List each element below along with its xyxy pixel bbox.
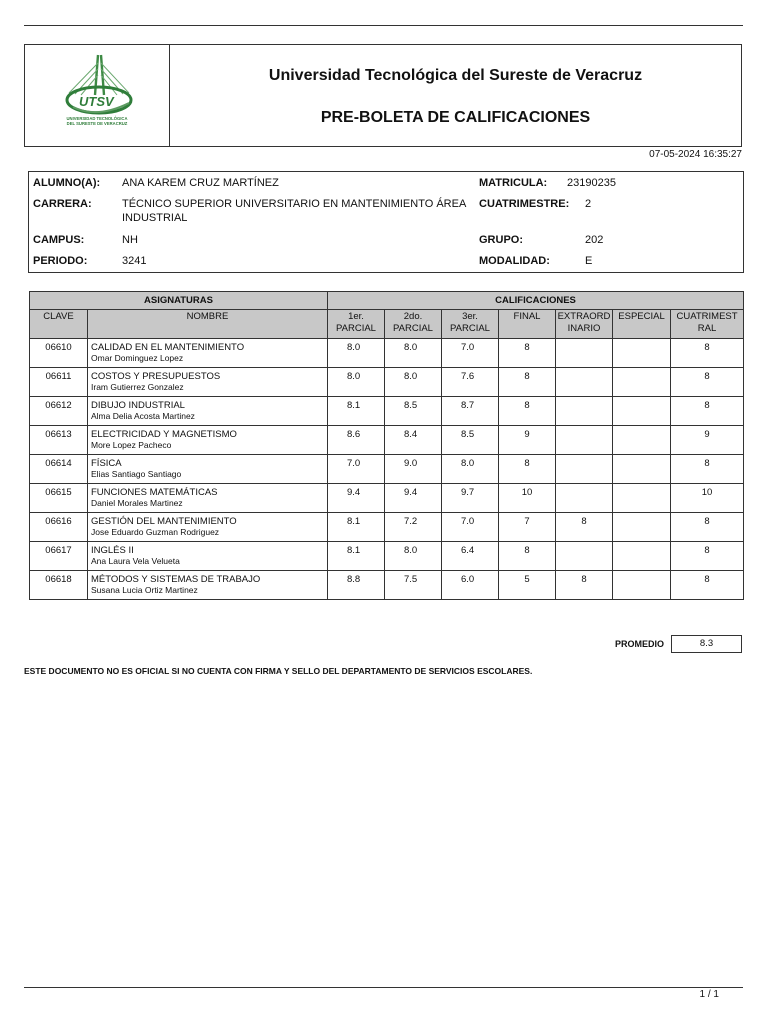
grades-table — [29, 291, 744, 600]
subject-name: GESTIÓN DEL MANTENIMIENTO — [91, 516, 237, 527]
campus-label: CAMPUS: — [33, 234, 85, 246]
promedio-label: PROMEDIO — [615, 639, 665, 649]
carrera-value-line1: TÉCNICO SUPERIOR UNIVERSITARIO EN MANTENIMIENTO ÁREA — [122, 198, 467, 210]
cell-parcial-1: 8.1 — [328, 513, 385, 542]
teacher-name: Elias Santiago Santiago — [91, 469, 182, 479]
cell-especial — [613, 513, 671, 542]
cell-extraordinario: 8 — [556, 571, 613, 600]
cell-final: 9 — [499, 426, 556, 455]
cell-final: 7 — [499, 513, 556, 542]
cell-nombre — [88, 455, 328, 484]
table-row — [30, 542, 744, 571]
cell-parcial-3: 6.4 — [442, 542, 499, 571]
col-cuatrimestral: CUATRIMEST RAL — [671, 310, 744, 339]
col-extraordinario: EXTRAORD INARIO — [556, 310, 613, 339]
cell-parcial-1: 9.4 — [328, 484, 385, 513]
matricula-label: MATRICULA: — [479, 177, 548, 189]
cell-parcial-3: 8.0 — [442, 455, 499, 484]
cell-especial — [613, 368, 671, 397]
teacher-name: Iram Gutierrez Gonzalez — [91, 382, 184, 392]
university-logo — [25, 45, 169, 146]
cell-nombre — [88, 571, 328, 600]
modalidad-value: E — [585, 255, 593, 267]
cell-parcial-2: 8.0 — [385, 339, 442, 368]
cell-clave: 06615 — [30, 484, 88, 513]
cell-parcial-2: 8.0 — [385, 542, 442, 571]
teacher-name: Daniel Morales Martinez — [91, 498, 183, 508]
cell-clave: 06617 — [30, 542, 88, 571]
asignaturas-header: ASIGNATURAS — [30, 292, 328, 310]
cell-clave: 06610 — [30, 339, 88, 368]
cell-cuatrimestral: 10 — [671, 484, 744, 513]
cell-parcial-1: 8.1 — [328, 542, 385, 571]
cell-especial — [613, 339, 671, 368]
periodo-value: 3241 — [122, 255, 147, 267]
cell-cuatrimestral: 8 — [671, 339, 744, 368]
cuatrimestre-value: 2 — [585, 198, 592, 210]
cell-parcial-1: 8.0 — [328, 339, 385, 368]
cell-cuatrimestral: 8 — [671, 542, 744, 571]
cell-parcial-2: 7.2 — [385, 513, 442, 542]
col-parcial-2: 2do. PARCIAL — [385, 310, 442, 339]
subject-name: DIBUJO INDUSTRIAL — [91, 400, 185, 411]
cell-final: 10 — [499, 484, 556, 513]
print-datetime: 07-05-2024 16:35:27 — [649, 149, 742, 160]
cell-parcial-3: 9.7 — [442, 484, 499, 513]
table-row — [30, 339, 744, 368]
cell-final: 5 — [499, 571, 556, 600]
top-rule — [24, 25, 743, 26]
cell-parcial-1: 8.1 — [328, 397, 385, 426]
cell-nombre — [88, 339, 328, 368]
cell-cuatrimestral: 8 — [671, 571, 744, 600]
periodo-label: PERIODO: — [33, 255, 88, 267]
cell-parcial-3: 6.0 — [442, 571, 499, 600]
subject-name: FUNCIONES MATEMÁTICAS — [91, 487, 218, 498]
cell-nombre — [88, 513, 328, 542]
teacher-name: Omar Dominguez Lopez — [91, 353, 184, 363]
cell-final: 8 — [499, 542, 556, 571]
cell-clave: 06612 — [30, 397, 88, 426]
promedio-value: 8.3 — [671, 635, 742, 653]
cell-especial — [613, 426, 671, 455]
col-nombre: NOMBRE — [88, 310, 328, 339]
cell-final: 8 — [499, 368, 556, 397]
table-group-header — [30, 292, 744, 310]
cell-especial — [613, 571, 671, 600]
cell-clave: 06618 — [30, 571, 88, 600]
cell-parcial-2: 9.4 — [385, 484, 442, 513]
cell-extraordinario: 8 — [556, 513, 613, 542]
cell-extraordinario — [556, 426, 613, 455]
cell-parcial-2: 7.5 — [385, 571, 442, 600]
logo-cell — [25, 45, 170, 146]
col-especial: ESPECIAL — [613, 310, 671, 339]
cell-nombre — [88, 542, 328, 571]
cell-especial — [613, 484, 671, 513]
cell-cuatrimestral: 8 — [671, 368, 744, 397]
cell-nombre — [88, 484, 328, 513]
cell-clave: 06614 — [30, 455, 88, 484]
cell-parcial-3: 7.6 — [442, 368, 499, 397]
alumno-value: ANA KAREM CRUZ MARTÍNEZ — [122, 177, 279, 189]
cell-final: 8 — [499, 339, 556, 368]
cell-especial — [613, 542, 671, 571]
cell-extraordinario — [556, 368, 613, 397]
cell-clave: 06611 — [30, 368, 88, 397]
carrera-value-line2: INDUSTRIAL — [122, 212, 188, 224]
calificaciones-header: CALIFICACIONES — [328, 292, 744, 310]
campus-value: NH — [122, 234, 138, 246]
logo-wordmark: UTSV — [79, 94, 114, 109]
table-row — [30, 397, 744, 426]
cell-parcial-2: 8.0 — [385, 368, 442, 397]
teacher-name: Ana Laura Vela Velueta — [91, 556, 180, 566]
teacher-name: More Lopez Pacheco — [91, 440, 172, 450]
subject-name: CALIDAD EN EL MANTENIMIENTO — [91, 342, 245, 353]
table-row — [30, 426, 744, 455]
subject-name: ELECTRICIDAD Y MAGNETISMO — [91, 429, 237, 440]
cell-parcial-1: 8.8 — [328, 571, 385, 600]
cell-final: 8 — [499, 397, 556, 426]
cell-parcial-3: 7.0 — [442, 339, 499, 368]
cell-parcial-1: 7.0 — [328, 455, 385, 484]
cell-extraordinario — [556, 397, 613, 426]
cell-cuatrimestral: 8 — [671, 513, 744, 542]
table-row — [30, 571, 744, 600]
cuatrimestre-label: CUATRIMESTRE: — [479, 198, 570, 210]
cell-parcial-2: 8.5 — [385, 397, 442, 426]
cell-parcial-3: 7.0 — [442, 513, 499, 542]
subject-name: COSTOS Y PRESUPUESTOS — [91, 371, 221, 382]
grupo-value: 202 — [585, 234, 604, 246]
table-row — [30, 455, 744, 484]
cell-nombre — [88, 426, 328, 455]
subject-name: INGLÉS II — [91, 545, 134, 556]
cell-extraordinario — [556, 339, 613, 368]
cell-clave: 06616 — [30, 513, 88, 542]
cell-cuatrimestral: 8 — [671, 455, 744, 484]
col-parcial-1: 1er. PARCIAL — [328, 310, 385, 339]
table-row — [30, 484, 744, 513]
cell-nombre — [88, 368, 328, 397]
bottom-rule — [24, 987, 743, 988]
cell-parcial-1: 8.6 — [328, 426, 385, 455]
cell-final: 8 — [499, 455, 556, 484]
cell-parcial-3: 8.7 — [442, 397, 499, 426]
cell-extraordinario — [556, 484, 613, 513]
cell-cuatrimestral: 8 — [671, 397, 744, 426]
document-header — [24, 44, 742, 147]
col-parcial-3: 3er. PARCIAL — [442, 310, 499, 339]
modalidad-label: MODALIDAD: — [479, 255, 550, 267]
university-name: Universidad Tecnológica del Sureste de Veracruz — [268, 67, 643, 84]
cell-nombre — [88, 397, 328, 426]
col-final: FINAL — [499, 310, 556, 339]
table-column-header — [30, 310, 744, 339]
table-row — [30, 368, 744, 397]
cell-extraordinario — [556, 455, 613, 484]
page-number: 1 / 1 — [699, 989, 719, 1000]
cell-clave: 06613 — [30, 426, 88, 455]
grupo-label: GRUPO: — [479, 234, 523, 246]
logo-caption-line2: DEL SURESTE DE VERACRUZ — [66, 121, 128, 126]
cell-parcial-3: 8.5 — [442, 426, 499, 455]
cell-cuatrimestral: 9 — [671, 426, 744, 455]
logo-caption-line1: UNIVERSIDAD TECNOLÓGICA — [66, 116, 128, 121]
cell-especial — [613, 455, 671, 484]
cell-extraordinario — [556, 542, 613, 571]
title-cell — [170, 45, 741, 146]
matricula-value: 23190235 — [567, 177, 616, 189]
subject-name: FÍSICA — [91, 458, 122, 469]
carrera-label: CARRERA: — [33, 198, 92, 210]
teacher-name: Alma Delia Acosta Martinez — [91, 411, 195, 421]
cell-especial — [613, 397, 671, 426]
cell-parcial-1: 8.0 — [328, 368, 385, 397]
alumno-label: ALUMNO(A): — [33, 177, 101, 189]
cell-parcial-2: 9.0 — [385, 455, 442, 484]
subject-name: MÉTODOS Y SISTEMAS DE TRABAJO — [91, 574, 261, 585]
cell-parcial-2: 8.4 — [385, 426, 442, 455]
document-title: PRE-BOLETA DE CALIFICACIONES — [320, 109, 591, 126]
student-info-box — [28, 171, 744, 273]
teacher-name: Susana Lucia Ortiz Martinez — [91, 585, 198, 595]
col-clave: CLAVE — [30, 310, 88, 339]
disclaimer-text: ESTE DOCUMENTO NO ES OFICIAL SI NO CUENTA CON FIRMA Y SELLO DEL DEPARTAMENTO DE SERVICIOS ESCOLARES. — [24, 666, 533, 676]
teacher-name: Jose Eduardo Guzman Rodriguez — [91, 527, 220, 537]
table-row — [30, 513, 744, 542]
